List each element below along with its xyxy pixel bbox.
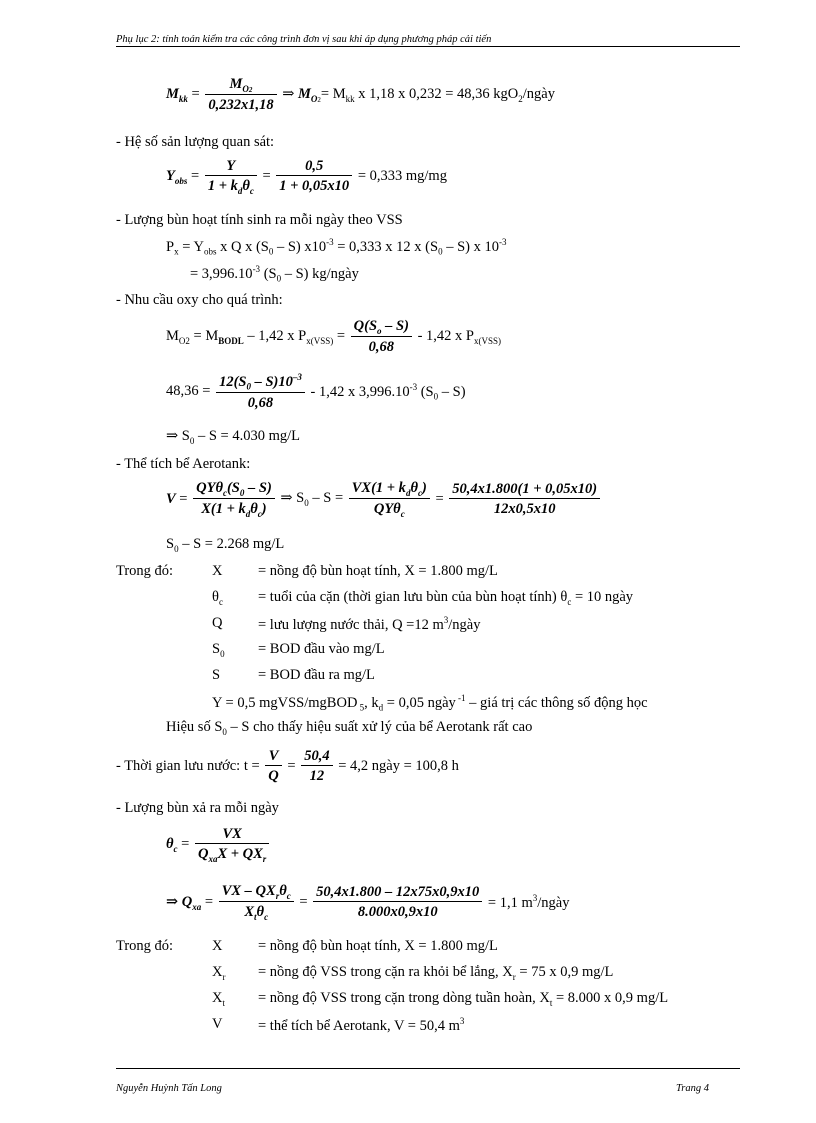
eq-qxa: ⇒ $Q_{xa}$ = $\frac{VX - QX_r\theta_c}{X_t\theta_c}$ = $\frac{50,4x1.800 - 12x75x0,9x10}{8.000x0,9x10}$ = 1,1 $m^3$/ngày	[166, 883, 570, 922]
eq-oxy-line3: ⇒ $S_0 - S = 4.030$ mg/L	[166, 428, 300, 446]
efficiency-note: Hiệu số $S_0$ – S cho thấy hiệu suất xử lý của bể Aerotank rất cao	[166, 719, 533, 737]
header-divider	[116, 46, 740, 47]
eq-mkk: $M_{kk}$ = $\frac{M_{O2}}{0,232x1,18}$ ⇒ $M_{O2}= M_{kk}$ x 1,18 x 0,232 = 48,36 kgO$_2$/ngày	[166, 76, 555, 113]
footer-divider	[116, 1068, 740, 1069]
eq-retention-time: - Thời gian lưu nước: t = $\frac{V}{Q}$ = $\frac{50,4}{12}$ = 4,2 ngày = 100,8 h	[116, 748, 459, 784]
page-header: Phụ lục 2: tính toán kiểm tra các công trình đơn vị sau khi áp dụng phương pháp cải tiến	[116, 34, 492, 45]
kinetic-params: Y = 0,5 mgVSS/mgBOD $_5$, $k_d = 0,05$ ngày $^{-1}$ – giá trị các thông số động học	[212, 693, 648, 713]
oxy-heading: - Nhu cầu oxy cho quá trình:	[116, 292, 283, 308]
eq-theta-c: $\theta_c$ = $\frac{VX}{Q_{xa}X + QX_r}$	[166, 826, 271, 864]
eq-volume-result: $S_0 - S = 2.268$ mg/L	[166, 536, 285, 554]
eq-oxy-line2: 48,36 = $\frac{12(S_0 - S)10^{-3}}{0,68}$ - 1,42 x $3,996.10^{-3}$ $(S_0 - S)$	[166, 372, 466, 411]
yobs-heading: - Hệ số sản lượng quan sát:	[116, 134, 275, 150]
eq-px-line1: $P_x = Y_{obs}$ x Q x $(S_0 - S) x10^{-3} = 0,333$ x 12 x $(S_0 - S)$ x $10^{-3}$	[166, 237, 507, 257]
eq-oxy-line1: $M_{O2} = M_{BODL} - 1,42$ x $P_{x(VSS)}$ = $\frac{Q(S_o - S)}{0,68}$ - 1,42 x $P_{x(VSS)}$	[166, 318, 501, 355]
eq-volume: V = $\frac{QY\theta_c(S_0 - S)}{X(1 + k_d\theta_c)}$ ⇒ $S_0$ – S = $\frac{VX(1 + k_d\theta_c)}{QY\theta_c}$ = $\frac{50,4x1.800(1 + 0,05x10)}{12x0,5x10}$	[166, 480, 602, 519]
defs2-label: Trong đó:	[116, 938, 174, 954]
defs1-label: Trong đó:	[116, 563, 174, 579]
eq-yobs: $Y_{obs}$ = $\frac{Y}{1 + k_d\theta_c}$ = $\frac{0,5}{1 + 0,05x10}$ = 0,333 mg/mg	[166, 158, 447, 196]
volume-heading: - Thể tích bể Aerotank:	[116, 456, 251, 472]
page-number: Trang 4	[676, 1083, 709, 1094]
footer-author: Nguyễn Huỳnh Tấn Long	[116, 1083, 222, 1094]
sludge-heading: - Lượng bùn xả ra mỗi ngày	[116, 800, 279, 816]
px-heading: - Lượng bùn hoạt tính sinh ra mỗi ngày theo VSS	[116, 212, 403, 228]
eq-px-line2: = $3,996.10^{-3}$ $(S_0 - S)$ kg/ngày	[190, 264, 359, 284]
